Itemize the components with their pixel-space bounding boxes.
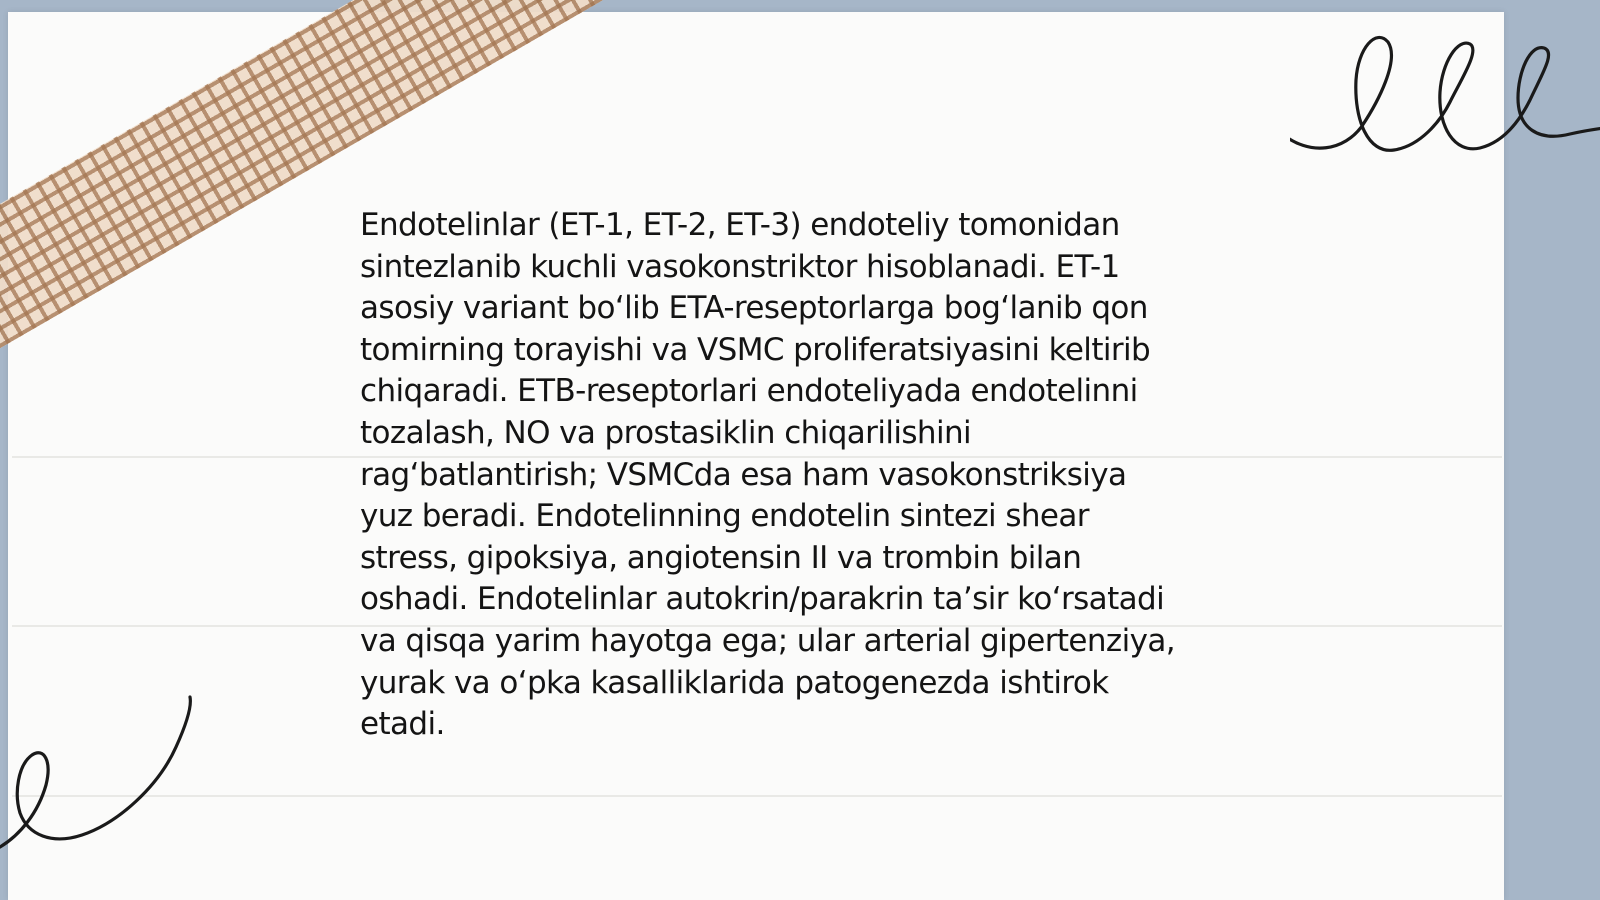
body-text: Endotelinlar (ET-1, ET-2, ET-3) endoteliy tomonidan sintezlanib kuchli vasokonstriktor hisoblanadi. ET-1 asosiy variant bo‘lib ETA-reseptorlarga bog‘lanib qon tomirning torayishi va VSMC proliferatsiyasini keltirib chiqaradi. ETB-reseptorlari endoteliyada endotelinni tozalash, NO va prostasiklin chiqarilishini rag‘batlantirish; VSMCda esa ham vasokonstriksiya yuz beradi. Endotelinning endotelin sintezi shear stress, gipoksiya, angiotensin II va trombin bilan oshadi. Endotelinlar autokrin/parakrin ta’sir ko‘rsatadi va qisqa yarim hayotga ega; ular arterial gipertenziya, yurak va o‘pka kasalliklarida patogenezda ishtirok etadi. xyxy=(360,207,1175,743)
paper-line xyxy=(12,795,1502,797)
cursive-loops-decoration xyxy=(1290,30,1600,170)
cursive-swirl-decoration xyxy=(0,695,210,855)
